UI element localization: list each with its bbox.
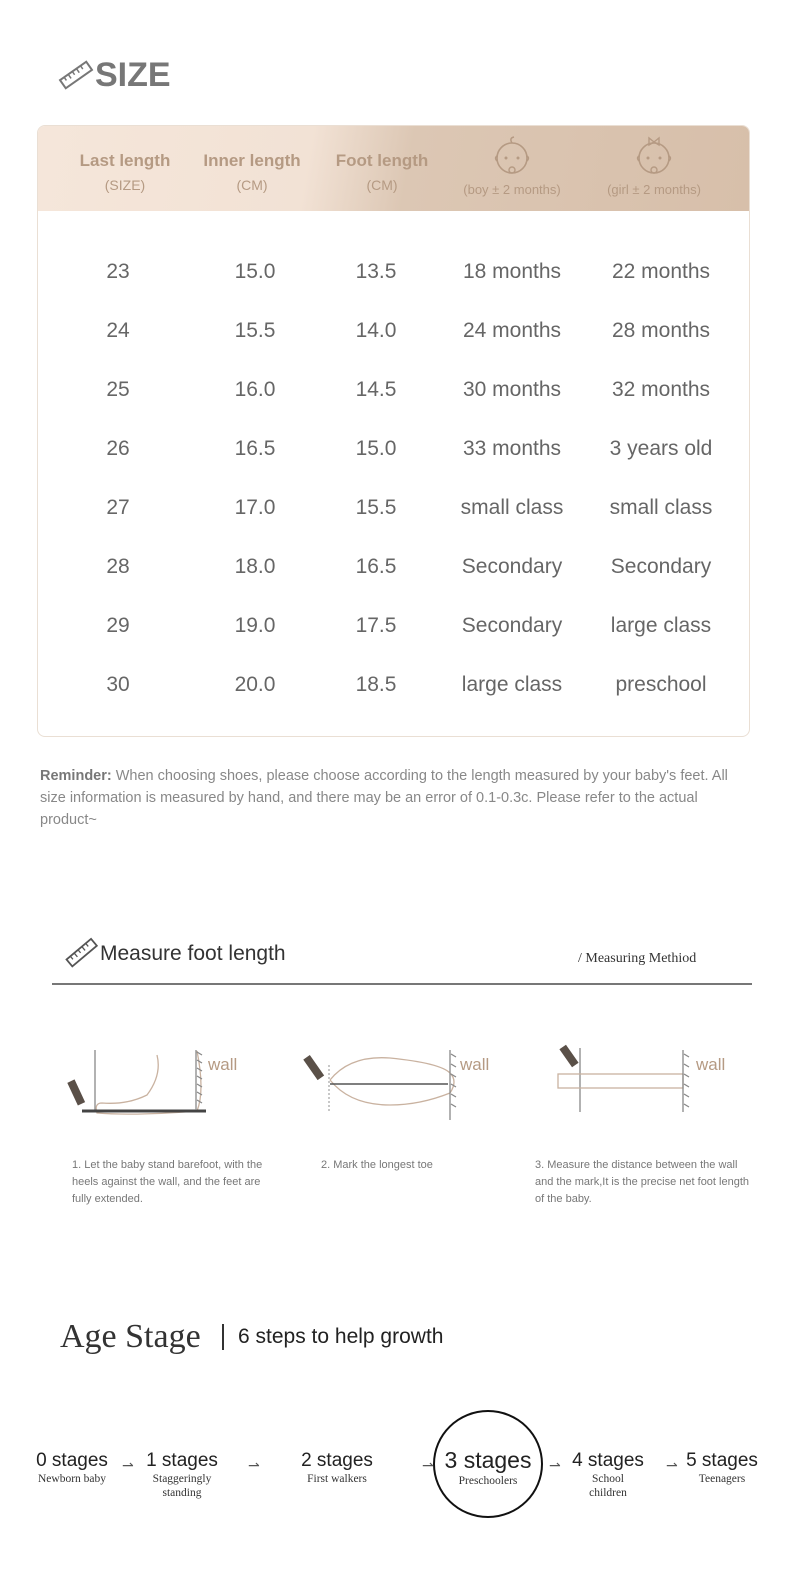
arrow-icon: ⇀ [549,1458,561,1474]
size-table [37,125,750,737]
measure-diagrams [60,1040,760,1120]
stage-number: 4 stages [572,1450,644,1471]
diagram-3 [558,1045,689,1112]
table-cell: 30 months [462,378,562,401]
measure-title: Measure foot length [100,942,286,965]
table-cell: 30 [106,673,130,696]
table-cell: large class [461,673,563,696]
table-cell: 24 [106,319,130,342]
stage-number: 2 stages [301,1450,373,1471]
table-cell: 15.0 [234,260,276,283]
header-unit: (CM) [236,177,268,193]
wall-label: wall [696,1055,726,1074]
stage-desc: Newborn baby [37,1473,107,1485]
age-stage-title: Age Stage [60,1318,201,1355]
stage-number: 0 stages [36,1450,108,1471]
table-cell: 32 months [611,378,711,401]
table-cell: 16.5 [355,555,397,578]
stage-desc: Staggeringly standing [152,1473,212,1499]
table-cell: 27 [106,496,130,519]
table-cell: 28 [106,555,130,578]
measure-step-1: 1. Let the baby stand barefoot, with the heels against the wall, and the feet are fully extended. [72,1159,263,1205]
table-cell: small class [609,496,713,519]
table-cell: 15.5 [234,319,276,342]
reminder-body: When choosing shoes, please choose according to the length measured by your baby's feet. All size information is measured by hand, and there may be an error of 0.1-0.3c. Please refer to the actual product~ [40,768,728,828]
table-cell: 3 years old [609,437,713,460]
table-header [38,126,749,211]
table-cell: 16.5 [234,437,276,460]
arrow-icon: ⇀ [422,1458,434,1474]
baby-boy-icon [485,134,539,178]
table-cell: 33 months [462,437,562,460]
table-cell: 16.0 [234,378,276,401]
header-inner-length [182,126,322,193]
stage-0 [36,1450,108,1486]
stage-5 [686,1450,758,1486]
header-girl [584,126,724,197]
diagram-2 [303,1050,456,1120]
arrow-icon: ⇀ [248,1458,260,1474]
header-last-length [55,126,195,193]
arrow-icon: ⇀ [666,1458,678,1474]
header-unit: (girl ± 2 months) [607,182,701,197]
arrow-icon: ⇀ [122,1458,134,1474]
stage-4 [572,1450,644,1500]
header-unit: (boy ± 2 months) [463,182,561,197]
stage-number: 5 stages [686,1450,758,1471]
table-cell: 24 months [462,319,562,342]
table-cell: 29 [106,614,130,637]
table-cell: 14.0 [355,319,397,342]
stage-desc: Teenagers [698,1473,746,1485]
table-cell: Secondary [461,555,563,578]
reminder-label: Reminder: [40,768,112,784]
table-cell: Secondary [461,614,563,637]
header-unit: (CM) [366,177,398,193]
header-unit: (SIZE) [104,177,146,193]
table-cell: 18 months [462,260,562,283]
table-cell: 17.0 [234,496,276,519]
stage-desc: School children [589,1473,627,1499]
table-cell: 26 [106,437,130,460]
stage-number: 1 stages [146,1450,218,1471]
stage-desc: First walkers [307,1473,367,1485]
table-cell: 23 [106,260,130,283]
reminder-text [40,765,740,831]
table-cell: 25 [106,378,130,401]
header-label: Last length [79,151,171,170]
diagram-1 [67,1050,206,1114]
header-boy [442,126,582,197]
table-cell: 17.5 [355,614,397,637]
stage-1 [146,1450,218,1500]
table-cell: large class [610,614,712,637]
table-cell: 14.5 [355,378,397,401]
stage-number: 3 stages [444,1447,532,1473]
stage-desc: Preschoolers [458,1475,518,1487]
header-label: Inner length [203,151,301,170]
table-cell: 22 months [611,260,711,283]
size-title: SIZE [95,56,171,94]
measure-subtitle: / Measuring Methiod [578,951,697,966]
table-cell: 18.0 [234,555,276,578]
divider [52,983,752,985]
ruler-icon [58,58,94,92]
table-cell: 15.0 [355,437,397,460]
header-label: Foot length [335,151,429,170]
measure-step-2: 2. Mark the longest toe [321,1159,433,1171]
wall-label: wall [208,1055,238,1074]
measure-step-3: 3. Measure the distance between the wall and the mark,It is the precise net foot length of the baby. [535,1159,750,1205]
table-cell: small class [460,496,564,519]
table-cell: 15.5 [355,496,397,519]
baby-girl-icon [627,134,681,178]
stage-3 [445,1447,532,1488]
table-cell: Secondary [610,555,712,578]
age-stage-subtitle: 6 steps to help growth [238,1325,444,1348]
divider [222,1324,224,1350]
table-cell: 19.0 [234,614,276,637]
header-foot-length [312,126,452,193]
ruler-icon [64,936,100,970]
table-cell: 28 months [611,319,711,342]
table-cell: 18.5 [355,673,397,696]
table-cell: 20.0 [234,673,276,696]
table-cell: 13.5 [355,260,397,283]
wall-label: wall [460,1055,490,1074]
stage-2 [301,1450,373,1486]
table-cell: preschool [615,673,707,696]
